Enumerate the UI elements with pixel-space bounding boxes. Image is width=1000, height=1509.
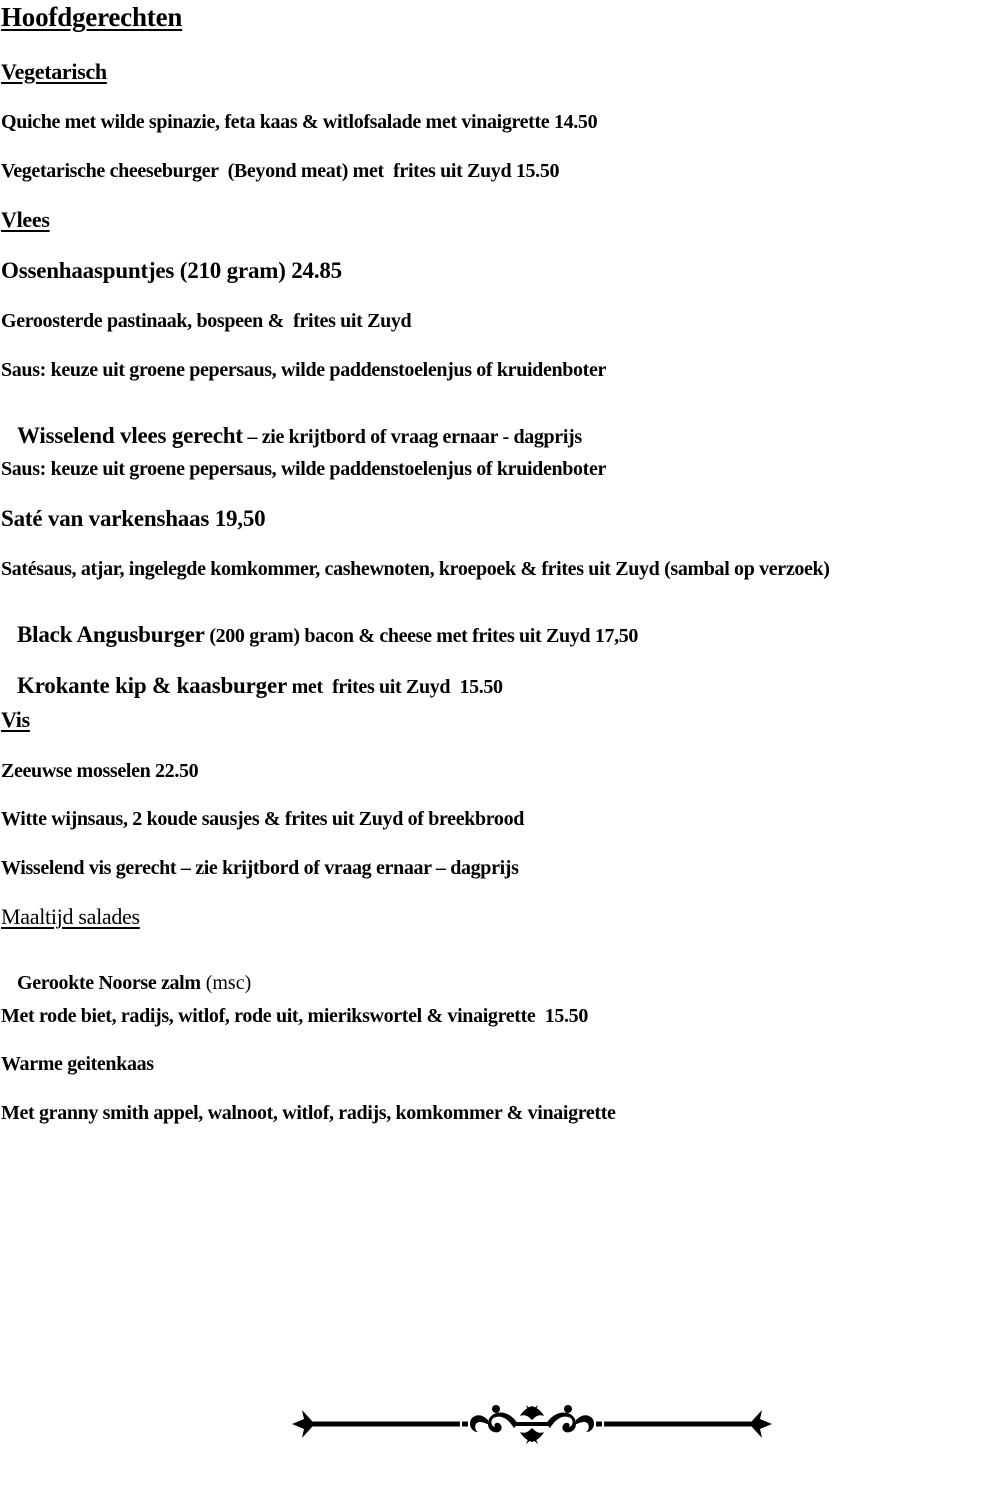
menu-item-sauce: Saus: keuze uit groene pepersaus, wilde paddenstoelenjus of kruidenboter [1, 359, 607, 381]
menu-item-name: Wisselend vlees gerecht [17, 423, 243, 448]
menu-item-name: Black Angusburger [17, 622, 205, 647]
menu-item-name: Gerookte Noorse zalm [17, 972, 201, 994]
menu-item-name: Krokante kip & kaasburger [17, 673, 287, 698]
menu-item-zeeuwse-mosselen: Zeeuwse mosselen 22.50 [1, 760, 199, 782]
menu-item-sauce: Saus: keuze uit groene pepersaus, wilde paddenstoelenjus of kruidenboter [1, 458, 607, 480]
ornamental-divider-icon [290, 1400, 774, 1448]
menu-item-detail: (msc) [200, 972, 252, 994]
menu-item-black-angusburger [1, 607, 638, 662]
menu-item-description: Met rode biet, radijs, witlof, rode uit, mierikswortel & vinaigrette 15.50 [1, 1005, 588, 1027]
menu-item-description: Witte wijnsaus, 2 koude sausjes & frites uit Zuyd of breekbrood [1, 808, 525, 830]
menu-item-warme-geitenkaas: Warme geitenkaas [1, 1053, 154, 1075]
menu-item-quiche: Quiche met wilde spinazie, feta kaas & witlofsalade met vinaigrette 14.50 [1, 111, 598, 133]
menu-item-detail: met frites uit Zuyd 15.50 [286, 676, 503, 698]
section-heading-maaltijd-salades: Maaltijd salades [1, 904, 140, 929]
menu-item-sate: Saté van varkenshaas 19,50 [1, 506, 266, 531]
menu-item-wisselend-vlees [1, 408, 582, 463]
menu-item-description: Met granny smith appel, walnoot, witlof, radijs, komkommer & vinaigrette [1, 1102, 616, 1124]
menu-item-detail: – zie krijtbord of vraag ernaar - dagprijs [242, 426, 582, 448]
menu-item-description: Geroosterde pastinaak, bospeen & frites uit Zuyd [1, 310, 412, 332]
menu-item-ossenhaaspuntjes: Ossenhaaspuntjes (210 gram) 24.85 [1, 258, 342, 283]
section-heading-vlees: Vlees [1, 207, 50, 232]
menu-item-detail: (200 gram) bacon & cheese met frites uit Zuyd 17,50 [204, 625, 639, 647]
section-heading-vis: Vis [1, 707, 30, 732]
page-title: Hoofdgerechten [1, 2, 183, 32]
menu-item-description: Satésaus, atjar, ingelegde komkommer, cashewnoten, kroepoek & frites uit Zuyd (sambal op verzoek) [1, 558, 830, 580]
menu-item-vegetarische-cheeseburger: Vegetarische cheeseburger (Beyond meat) met frites uit Zuyd 15.50 [1, 160, 560, 182]
menu-item-wisselend-vis: Wisselend vis gerecht – zie krijtbord of vraag ernaar – dagprijs [1, 857, 519, 879]
menu-item-gerookte-zalm [1, 957, 251, 1009]
section-heading-vegetarisch: Vegetarisch [1, 59, 107, 84]
menu-item-krokante-kip [1, 658, 503, 713]
